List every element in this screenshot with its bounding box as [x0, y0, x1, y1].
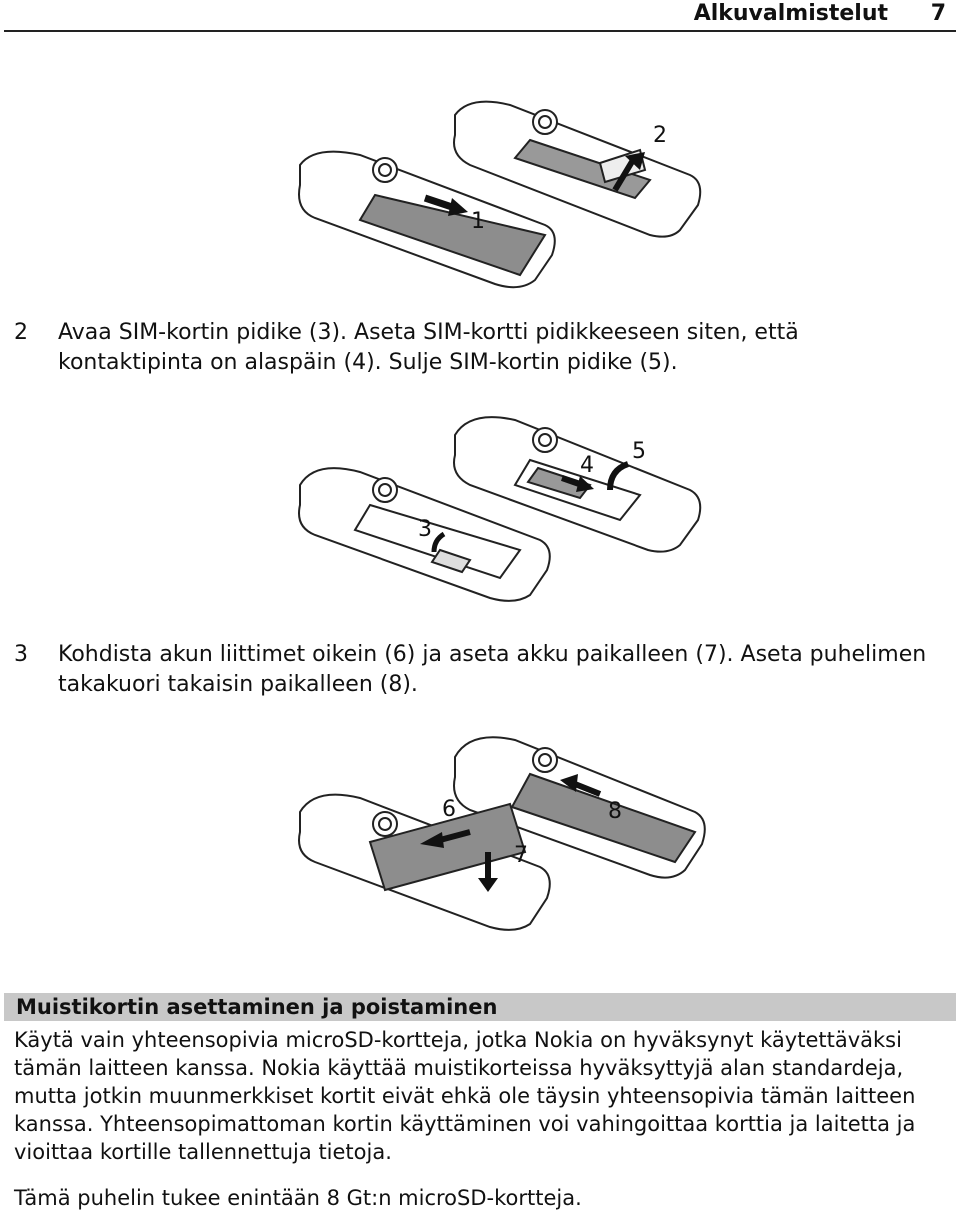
figure-insert-sim [0, 390, 960, 610]
callout-label: 8 [608, 799, 622, 824]
section-paragraph: Tämä puhelin tukee enintään 8 Gt:n microSD-kortteja. [14, 1186, 582, 1210]
section-paragraph: Käytä vain yhteensopivia microSD-kortteja, jotka Nokia on hyväksynyt käytettäväksi tämän laitteen kanssa. Nokia käyttää muistikorteissa hyväksyttyjä alan standardeja, mutta jotkin muunmerkkiset kortit eivät ehkä ole täysin yhteensopivia tämän laitteen kanssa. Yhteensopimattoman kortin käyttäminen voi vahingoittaa korttia ja laitetta ja vioittaa kortille tallennettuja tietoja. [14, 1028, 916, 1164]
callout-label: 6 [442, 797, 456, 822]
callout-label: 5 [632, 439, 646, 464]
callout-label: 7 [514, 843, 528, 868]
phone-illustration [299, 795, 550, 930]
callout-label: 4 [580, 453, 594, 478]
step-text: Avaa SIM-kortin pidike (3). Aseta SIM-kortti pidikkeeseen siten, että kontaktipinta on alaspäin (4). Sulje SIM-kortin pidike (5). [58, 320, 799, 375]
step-number: 3 [14, 642, 28, 667]
callout-label: 3 [418, 517, 432, 542]
step-text: Kohdista akun liittimet oikein (6) ja aseta akku paikalleen (7). Aseta puhelimen takakuori takaisin paikalleen (8). [58, 642, 927, 697]
callout-label: 1 [471, 209, 485, 234]
figure-insert-battery [0, 712, 960, 947]
figure-remove-cover [0, 70, 960, 295]
callout-label: 2 [653, 123, 667, 148]
chapter-title: Alkuvalmistelut [693, 1, 888, 26]
page-number: 7 [930, 1, 946, 26]
page-header [4, 0, 956, 32]
step-number: 2 [14, 320, 28, 345]
section-title: Muistikortin asettaminen ja poistaminen [4, 993, 956, 1021]
